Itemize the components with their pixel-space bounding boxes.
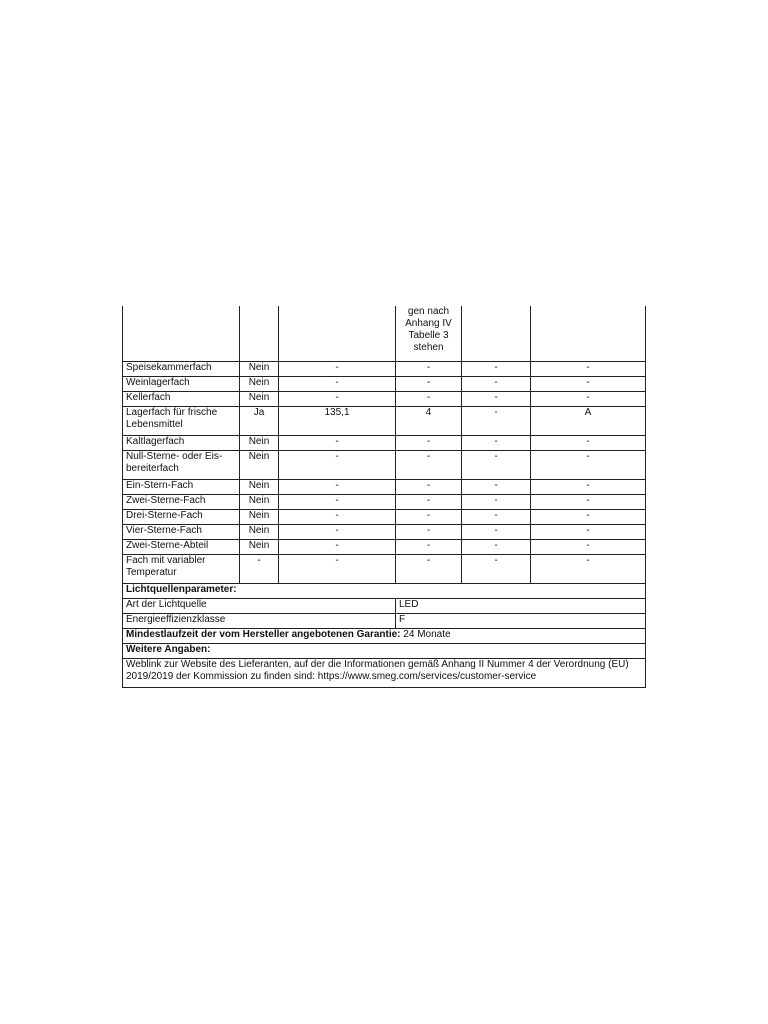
compartment-volume: -	[279, 377, 396, 392]
compartment-present: Nein	[240, 525, 279, 540]
compartment-name: Null-Sterne- oder Eis-bereiterfach	[123, 451, 240, 480]
energy-class-row	[123, 614, 646, 629]
compartment-klima: A	[531, 407, 646, 436]
compartment-freeze: -	[462, 377, 531, 392]
compartment-stars: -	[396, 436, 462, 451]
compartment-present: Nein	[240, 540, 279, 555]
light-source-type-row	[123, 599, 646, 614]
header-cell-empty	[240, 306, 279, 362]
compartment-klima: -	[531, 392, 646, 407]
compartment-present: Nein	[240, 495, 279, 510]
compartment-freeze: -	[462, 436, 531, 451]
compartment-stars: -	[396, 495, 462, 510]
compartment-name: Lagerfach für frische Lebensmittel	[123, 407, 240, 436]
compartment-klima: -	[531, 510, 646, 525]
compartment-volume: -	[279, 480, 396, 495]
compartment-freeze: -	[462, 407, 531, 436]
compartment-stars: -	[396, 451, 462, 480]
light-source-type-label: Art der Lichtquelle	[123, 599, 396, 614]
compartment-volume: -	[279, 362, 396, 377]
compartment-klima: -	[531, 377, 646, 392]
compartment-row	[123, 436, 646, 451]
compartment-volume: -	[279, 555, 396, 584]
continuation-line: Anhang IV	[405, 318, 452, 329]
compartment-stars: -	[396, 525, 462, 540]
compartment-klima: -	[531, 480, 646, 495]
light-source-heading-row	[123, 584, 646, 599]
compartment-row	[123, 495, 646, 510]
compartment-klima: -	[531, 525, 646, 540]
compartment-volume: -	[279, 510, 396, 525]
header-cell-empty	[531, 306, 646, 362]
energy-class-value: F	[396, 614, 646, 629]
compartment-row	[123, 392, 646, 407]
warranty-row	[123, 629, 646, 644]
header-cell-empty	[123, 306, 240, 362]
compartment-present: -	[240, 555, 279, 584]
compartment-name: Speisekammerfach	[123, 362, 240, 377]
compartment-row	[123, 377, 646, 392]
compartment-stars: -	[396, 480, 462, 495]
compartment-present: Nein	[240, 377, 279, 392]
compartment-klima: -	[531, 436, 646, 451]
compartment-volume: -	[279, 495, 396, 510]
continuation-line: Tabelle 3	[408, 330, 449, 341]
compartment-volume: -	[279, 392, 396, 407]
compartment-name: Kellerfach	[123, 392, 240, 407]
compartment-name: Zwei-Sterne-Fach	[123, 495, 240, 510]
compartment-stars: -	[396, 377, 462, 392]
header-cell-empty	[462, 306, 531, 362]
warranty-cell	[123, 629, 646, 644]
compartment-klima: -	[531, 540, 646, 555]
further-info-heading: Weitere Angaben:	[123, 644, 646, 659]
light-source-heading: Lichtquellenparameter:	[123, 584, 646, 599]
compartment-freeze: -	[462, 495, 531, 510]
compartment-klima: -	[531, 555, 646, 584]
compartment-stars: -	[396, 392, 462, 407]
product-information-table	[122, 306, 646, 688]
compartment-stars: -	[396, 540, 462, 555]
compartment-freeze: -	[462, 525, 531, 540]
warranty-value: 24 Monate	[403, 629, 451, 640]
compartment-stars: -	[396, 555, 462, 584]
compartment-present: Nein	[240, 362, 279, 377]
compartment-freeze: -	[462, 392, 531, 407]
compartment-freeze: -	[462, 540, 531, 555]
compartment-present: Nein	[240, 510, 279, 525]
compartment-row	[123, 540, 646, 555]
compartment-klima: -	[531, 362, 646, 377]
compartment-row	[123, 555, 646, 584]
compartment-stars: 4	[396, 407, 462, 436]
compartment-present: Nein	[240, 436, 279, 451]
compartment-klima: -	[531, 451, 646, 480]
continuation-line: stehen	[413, 342, 444, 353]
compartment-freeze: -	[462, 555, 531, 584]
compartment-volume: 135,1	[279, 407, 396, 436]
further-info-heading-row	[123, 644, 646, 659]
compartment-name: Vier-Sterne-Fach	[123, 525, 240, 540]
compartment-name: Ein-Stern-Fach	[123, 480, 240, 495]
further-info-text-row	[123, 659, 646, 688]
compartment-present: Nein	[240, 451, 279, 480]
compartment-present: Nein	[240, 392, 279, 407]
table-body	[123, 306, 646, 688]
compartment-name: Weinlagerfach	[123, 377, 240, 392]
compartment-name: Kaltlagerfach	[123, 436, 240, 451]
compartment-freeze: -	[462, 510, 531, 525]
compartment-volume: -	[279, 540, 396, 555]
header-cell-continuation	[396, 306, 462, 362]
compartment-row	[123, 510, 646, 525]
compartment-freeze: -	[462, 451, 531, 480]
compartment-present: Nein	[240, 480, 279, 495]
compartment-stars: -	[396, 510, 462, 525]
compartment-name: Fach mit variabler Temperatur	[123, 555, 240, 584]
compartment-volume: -	[279, 525, 396, 540]
energy-class-label: Energieeffizienzklasse	[123, 614, 396, 629]
light-source-type-value: LED	[396, 599, 646, 614]
header-cell-empty	[279, 306, 396, 362]
warranty-label: Mindestlaufzeit der vom Hersteller angebotenen Garantie:	[126, 629, 401, 640]
compartment-row	[123, 362, 646, 377]
compartment-row	[123, 525, 646, 540]
compartment-present: Ja	[240, 407, 279, 436]
compartment-row	[123, 480, 646, 495]
further-info-text: Weblink zur Website des Lieferanten, auf der die Informationen gemäß Anhang II Nummer 4 der Verordnung (EU) 2019/2019 der Kommission zu finden sind: https://www.smeg.com/services/customer-service	[123, 659, 646, 688]
compartment-stars: -	[396, 362, 462, 377]
continuation-header-row	[123, 306, 646, 362]
compartment-volume: -	[279, 436, 396, 451]
compartment-row	[123, 407, 646, 436]
compartment-row	[123, 451, 646, 480]
compartment-freeze: -	[462, 480, 531, 495]
compartment-klima: -	[531, 495, 646, 510]
compartment-volume: -	[279, 451, 396, 480]
compartment-name: Drei-Sterne-Fach	[123, 510, 240, 525]
compartment-name: Zwei-Sterne-Abteil	[123, 540, 240, 555]
compartment-freeze: -	[462, 362, 531, 377]
continuation-line: gen nach	[407, 306, 450, 317]
